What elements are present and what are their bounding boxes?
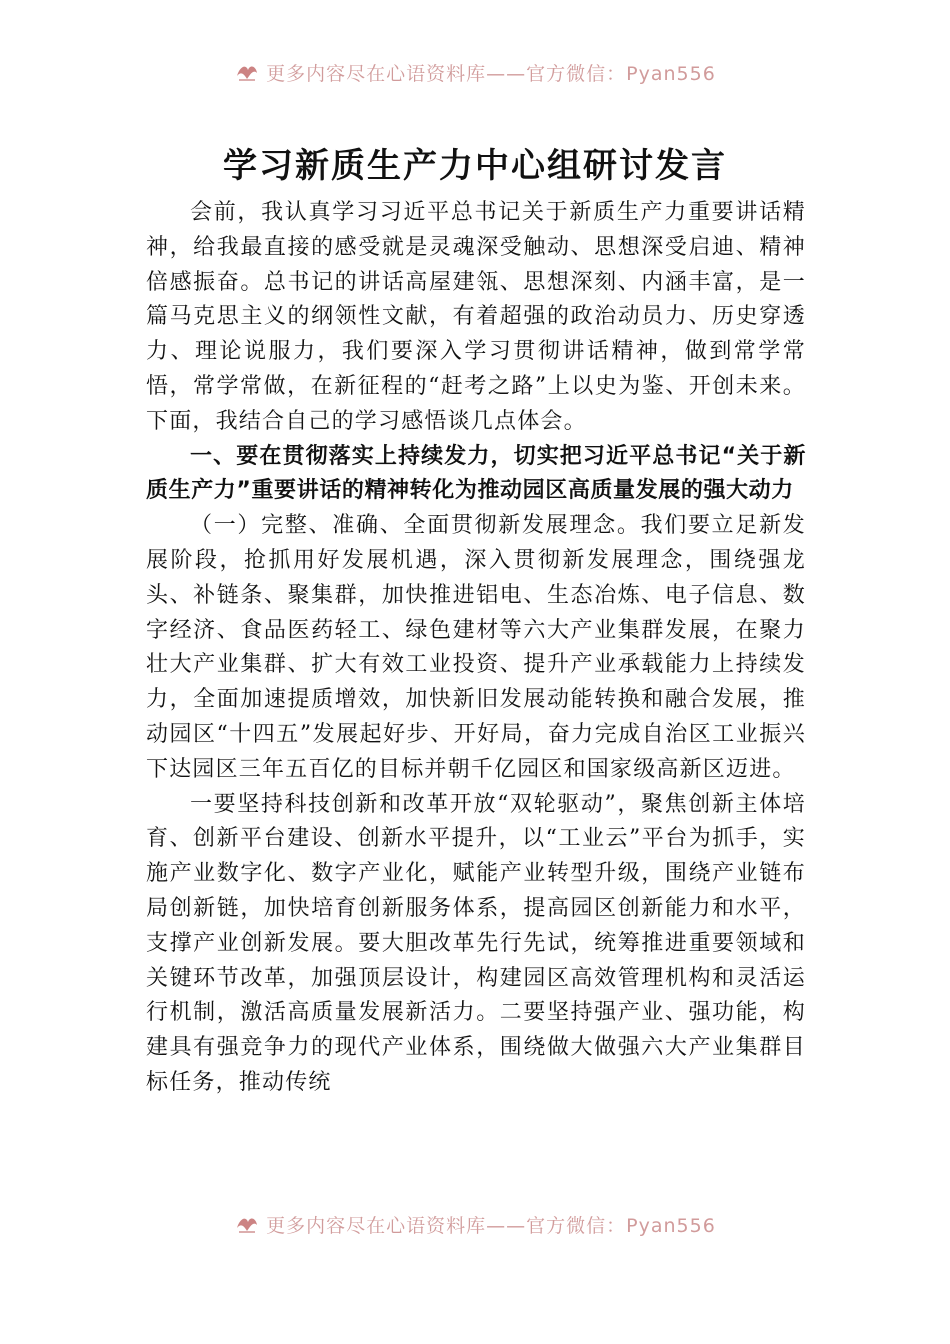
document-body: [146, 196, 806, 1101]
section-heading-1: 一、要在贯彻落实上持续发力，切实把习近平总书记“关于新质生产力”重要讲话的精神转化为推动园区高质量发展的强大动力: [146, 443, 806, 504]
watermark-header: [0, 52, 950, 92]
watermark-logo-icon: [234, 61, 260, 83]
document-title: 学习新质生产力中心组研讨发言: [223, 146, 727, 186]
watermark-footer: [0, 1204, 950, 1244]
watermark-logo-icon: [234, 1213, 260, 1235]
subsection-paragraph-1: （一）完整、准确、全面贯彻新发展理念。我们要立足新发展阶段，抢抓用好发展机遇，深入贯彻新发展理念，围绕强龙头、补链条、聚集群，加快推进铝电、生态冶炼、电子信息、数字经济、食品医药轻工、绿色建材等六大产业集群发展，在聚力壮大产业集群、扩大有效工业投资、提升产业承载能力上持续发力，全面加速提质增效，加快新旧发展动能转换和融合发展，推动园区“十四五”发展起好步、开好局，奋力完成自治区工业振兴下达园区三年五百亿的目标并朝千亿园区和国家级高新区迈进。: [146, 513, 806, 782]
watermark-text: 更多内容尽在心语资料库——官方微信：Pyan556: [266, 1214, 716, 1237]
intro-paragraph: 会前，我认真学习习近平总书记关于新质生产力重要讲话精神，给我最直接的感受就是灵魂深受触动、思想深受启迪、精神倍感振奋。总书记的讲话高屋建瓴、思想深刻、内涵丰富，是一篇马克思主义的纲领性文献，有着超强的政治动员力、历史穿透力、理论说服力，我们要深入学习贯彻讲话精神，做到常学常悟，常学常做，在新征程的“赶考之路”上以史为鉴、开创未来。下面，我结合自己的学习感悟谈几点体会。: [146, 200, 806, 434]
watermark-text: 更多内容尽在心语资料库——官方微信：Pyan556: [266, 62, 716, 85]
body-paragraph-3: 一要坚持科技创新和改革开放“双轮驱动”，聚焦创新主体培育、创新平台建设、创新水平提升，以“工业云”平台为抓手，实施产业数字化、数字产业化，赋能产业转型升级，围绕产业链布局创新链，加快培育创新服务体系，提高园区创新能力和水平，支撑产业创新发展。要大胆改革先行先试，统筹推进重要领域和关键环节改革，加强顶层设计，构建园区高效管理机构和灵活运行机制，激活高质量发展新活力。二要坚持强产业、强功能，构建具有强竞争力的现代产业体系，围绕做大做强六大产业集群目标任务，推动传统: [146, 791, 806, 1095]
